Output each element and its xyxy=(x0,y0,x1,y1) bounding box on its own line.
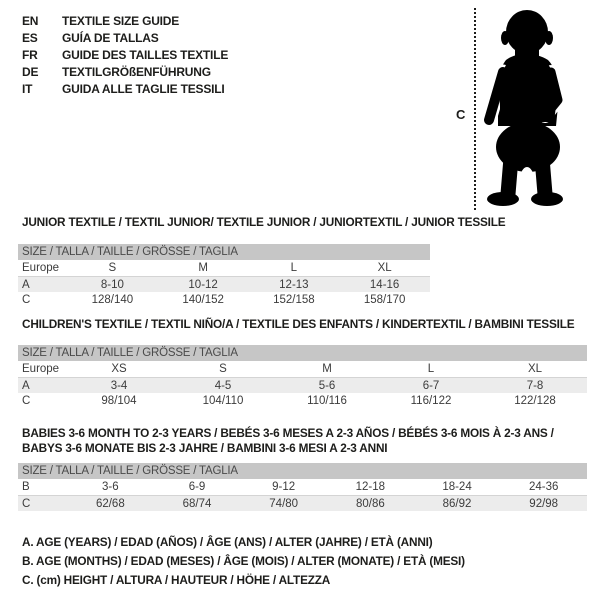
table-cell: 122/128 xyxy=(514,395,556,407)
table-row xyxy=(18,361,587,377)
table-cell: 86/92 xyxy=(442,498,472,510)
language-row xyxy=(22,64,228,81)
row-label: Europe xyxy=(22,262,60,274)
size-header-bar: SIZE / TALLA / TAILLE / GRÖSSE / TAGLIA xyxy=(18,244,430,260)
table-cell: 4-5 xyxy=(214,380,232,392)
row-label: B xyxy=(22,481,30,493)
table-cell: 158/170 xyxy=(363,294,406,306)
table-cell: 62/68 xyxy=(95,498,125,510)
row-label: A xyxy=(22,279,30,291)
table-cell: 98/104 xyxy=(101,395,137,407)
row-label: A xyxy=(22,380,30,392)
table-cell: 9-12 xyxy=(272,481,296,493)
legend-row-a: A. AGE (YEARS) / EDAD (AÑOS) / ÂGE (ANS) / ALTER (JAHRE) / ETÀ (ANNI) xyxy=(22,535,433,549)
legend-row-b: B. AGE (MONTHS) / EDAD (MESES) / ÂGE (MOIS) / ALTER (MONATE) / ETÀ (MESI) xyxy=(22,554,465,568)
table-cell: 3-6 xyxy=(102,481,119,493)
table-cell: 5-6 xyxy=(318,380,336,392)
children-size-table xyxy=(18,345,587,409)
table-cell: XS xyxy=(111,363,127,375)
language-row xyxy=(22,30,228,47)
table-body xyxy=(18,260,430,308)
children-table-title: CHILDREN'S TEXTILE / TEXTIL NIÑO/A / TEXTILE DES ENFANTS / KINDERTEXTIL / BAMBINI TESSILE xyxy=(22,317,575,331)
guide-title: TEXTILGRÖßENFÜHRUNG xyxy=(62,65,211,79)
language-row xyxy=(22,81,228,98)
height-measure-dotted-line xyxy=(474,8,476,210)
table-cell: 12-13 xyxy=(279,279,309,291)
language-code: FR xyxy=(22,48,38,62)
baby-silhouette-icon xyxy=(482,8,566,208)
table-cell: L xyxy=(427,363,435,375)
table-cell: S xyxy=(219,363,227,375)
guide-title: GUIDA ALLE TAGLIE TESSILI xyxy=(62,82,225,96)
table-cell: 80/86 xyxy=(355,498,385,510)
table-cell: M xyxy=(198,262,208,274)
table-cell: 140/152 xyxy=(182,294,224,306)
table-cell: 104/110 xyxy=(202,395,244,407)
table-cell: S xyxy=(108,262,117,274)
guide-title: TEXTILE SIZE GUIDE xyxy=(62,14,180,28)
table-row xyxy=(18,479,587,495)
table-cell: 12-18 xyxy=(355,481,386,493)
table-cell: 152/158 xyxy=(273,294,315,306)
language-row xyxy=(22,13,228,30)
table-cell: 8-10 xyxy=(100,279,124,291)
table-cell: 74/80 xyxy=(269,498,299,510)
language-row xyxy=(22,47,228,64)
table-cell: 128/140 xyxy=(91,294,134,306)
table-body xyxy=(18,361,587,409)
table-cell: 24-36 xyxy=(528,481,559,493)
table-cell: M xyxy=(322,363,332,375)
table-cell: 10-12 xyxy=(188,279,218,291)
babies-size-table xyxy=(18,463,587,511)
table-cell: L xyxy=(290,262,298,274)
measure-legend xyxy=(22,533,465,590)
table-body xyxy=(18,479,587,511)
table-cell: 110/116 xyxy=(307,395,347,407)
legend-row-c: C. (cm) HEIGHT / ALTURA / HAUTEUR / HÖHE / ALTEZZA xyxy=(22,573,331,587)
row-label: C xyxy=(22,498,31,510)
table-row xyxy=(18,393,587,409)
guide-title: GUÍA DE TALLAS xyxy=(62,31,159,45)
size-header-bar: SIZE / TALLA / TAILLE / GRÖSSE / TAGLIA xyxy=(18,345,587,361)
language-code: EN xyxy=(22,14,39,28)
table-cell: XL xyxy=(527,363,543,375)
language-code: DE xyxy=(22,65,39,79)
row-label: C xyxy=(22,395,31,407)
table-row xyxy=(18,495,587,511)
language-code: IT xyxy=(22,82,33,96)
table-row xyxy=(18,377,587,393)
table-cell: 18-24 xyxy=(442,481,472,493)
table-row xyxy=(18,292,430,308)
table-cell: XL xyxy=(377,262,392,274)
table-cell: 68/74 xyxy=(182,498,212,510)
table-cell: 92/98 xyxy=(529,498,559,510)
table-cell: 6-9 xyxy=(188,481,206,493)
table-row xyxy=(18,260,430,276)
table-cell: 14-16 xyxy=(369,279,400,291)
size-header-bar: SIZE / TALLA / TAILLE / GRÖSSE / TAGLIA xyxy=(18,463,587,479)
table-cell: 116/122 xyxy=(410,395,452,407)
row-label: C xyxy=(22,294,31,306)
babies-table-title-line1: BABIES 3-6 MONTH TO 2-3 YEARS / BEBÉS 3-6 MESES A 2-3 AÑOS / BÉBÉS 3-6 MOIS À 2-3 ANS / xyxy=(22,426,554,440)
junior-size-table xyxy=(18,244,430,308)
junior-table-title: JUNIOR TEXTILE / TEXTIL JUNIOR/ TEXTILE JUNIOR / JUNIORTEXTIL / JUNIOR TESSILE xyxy=(22,215,506,229)
guide-title: GUIDE DES TAILLES TEXTILE xyxy=(62,48,229,62)
height-measure-label: C xyxy=(456,107,466,122)
table-cell: 6-7 xyxy=(422,380,440,392)
row-label: Europe xyxy=(22,363,60,375)
language-code: ES xyxy=(22,31,38,45)
table-cell: 7-8 xyxy=(526,380,544,392)
table-cell: 3-4 xyxy=(110,380,128,392)
table-row xyxy=(18,276,430,292)
babies-table-title-line2: BABYS 3-6 MONATE BIS 2-3 JAHRE / BAMBINI 3-6 MESI A 2-3 ANNI xyxy=(22,441,388,455)
language-title-list xyxy=(22,13,228,98)
